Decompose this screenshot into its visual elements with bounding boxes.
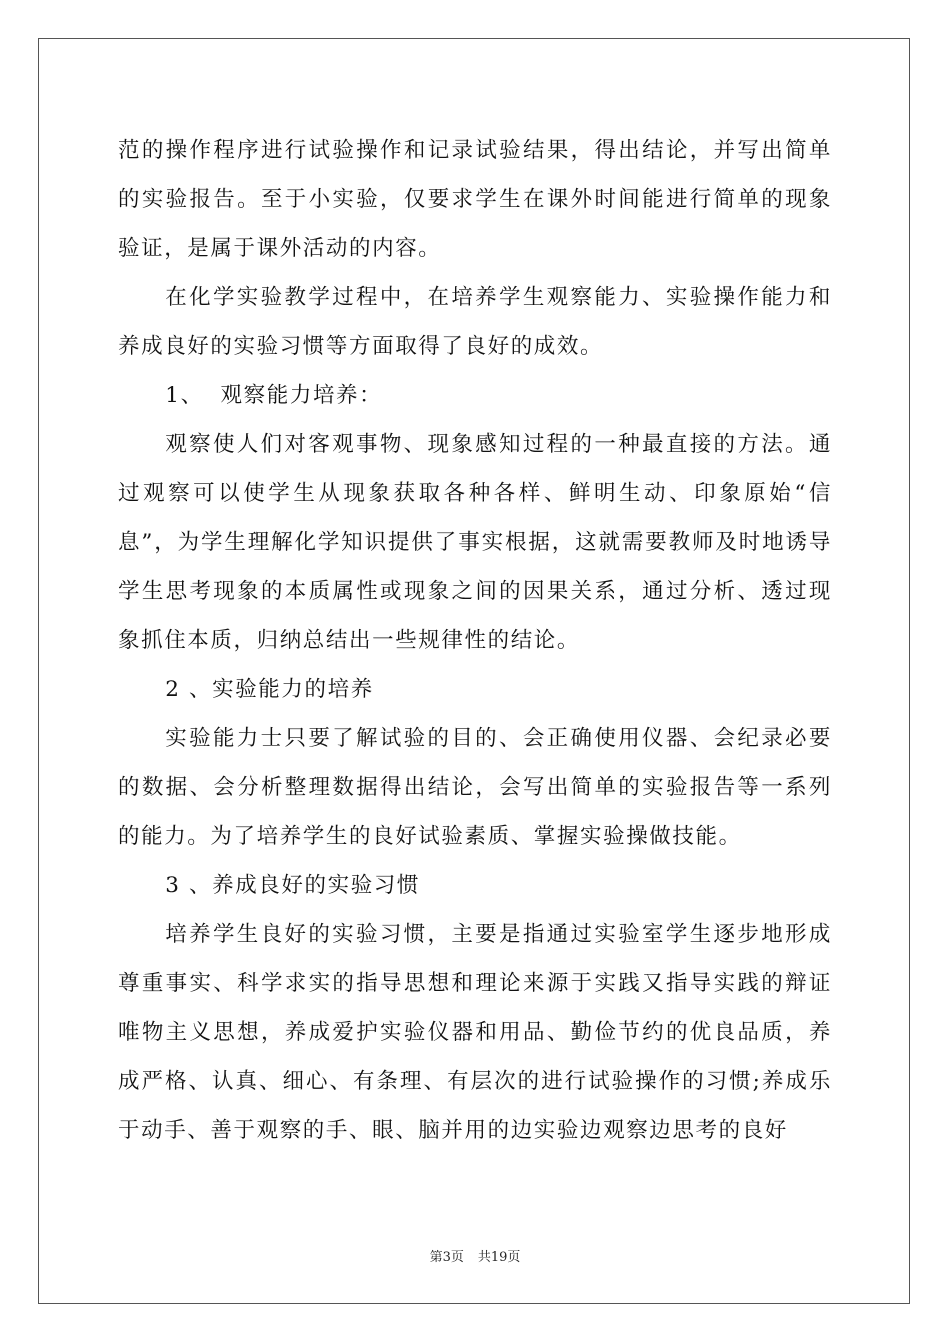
document-body [118, 126, 832, 1155]
page-total: 共19页 [477, 1250, 521, 1265]
paragraph-intro: 在化学实验教学过程中，在培养学生观察能力、实验操作能力和养成良好的实验习惯等方面取得了良好的成效。 [118, 285, 832, 359]
section-heading-observation: 1、 观察能力培养： [165, 383, 383, 408]
paragraph-continuation: 范的操作程序进行试验操作和记录试验结果，得出结论，并写出简单的实验报告。至于小实验，仅要求学生在课外时间能进行简单的现象验证，是属于课外活动的内容。 [118, 138, 832, 261]
paragraph-habits: 培养学生良好的实验习惯，主要是指通过实验室学生逐步地形成尊重事实、科学求实的指导思想和理论来源于实践又指导实践的辩证唯物主义思想，养成爱护实验仪器和用品、勤俭节约的优良品质，养成严格、认真、细心、有条理、有层次的进行试验操作的习惯;养成乐于动手、善于观察的手、眼、脑并用的边实验边观察边思考的良好 [118, 922, 832, 1143]
section-heading-experiment-ability: 2 、实验能力的培养 [165, 677, 374, 702]
paragraph-observation: 观察使人们对客观事物、现象感知过程的一种最直接的方法。通过观察可以使学生从现象获取各种各样、鲜明生动、印象原始“信息”，为学生理解化学知识提供了事实根据，这就需要教师及时地诱导学生思考现象的本质属性或现象之间的因果关系，通过分析、透过现象抓住本质，归纳总结出一些规律性的结论。 [118, 432, 832, 653]
section-heading-habits: 3 、养成良好的实验习惯 [165, 873, 421, 898]
paragraph-experiment-ability: 实验能力士只要了解试验的目的、会正确使用仪器、会纪录必要的数据、会分析整理数据得出结论，会写出简单的实验报告等一系列的能力。为了培养学生的良好试验素质、掌握实验操做技能。 [118, 726, 832, 849]
page-number: 第3页 [429, 1250, 464, 1265]
page-footer [0, 1246, 950, 1265]
